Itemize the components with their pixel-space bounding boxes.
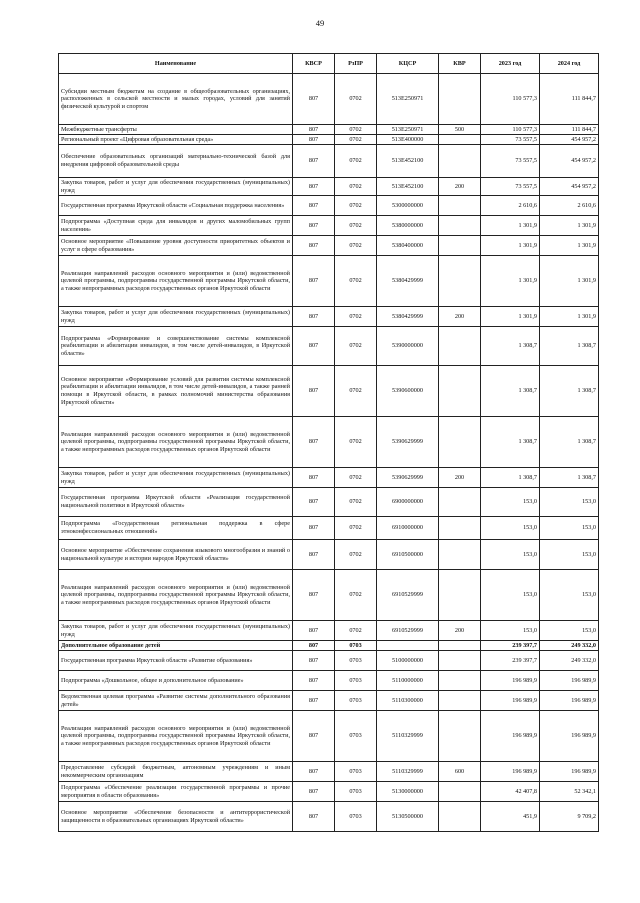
cell-kcsr: 5130500000 <box>377 802 439 832</box>
cell-kvr: 200 <box>439 621 481 641</box>
cell-2024: 1 301,9 <box>540 216 599 236</box>
cell-kvr <box>439 641 481 651</box>
cell-name: Реализация направлений расходов основного мероприятия и (или) ведомственной целевой программы, подпрограммы государственной программы Иркутской области, а также непрограммных расходов государственных органов Иркутской области <box>59 711 293 762</box>
cell-rzpr: 0702 <box>335 621 377 641</box>
cell-rzpr: 0703 <box>335 762 377 782</box>
cell-rzpr: 0702 <box>335 468 377 488</box>
cell-kcsr: 5380429999 <box>377 256 439 307</box>
table-row <box>59 307 599 327</box>
cell-rzpr: 0702 <box>335 125 377 135</box>
cell-name: Основное мероприятие «Повышение уровня доступности приоритетных объектов и услуг в сфере образования» <box>59 236 293 256</box>
cell-2023: 196 989,9 <box>481 762 540 782</box>
table-row <box>59 671 599 691</box>
cell-2023: 1 301,9 <box>481 307 540 327</box>
cell-kvr <box>439 540 481 570</box>
cell-rzpr: 0702 <box>335 366 377 417</box>
cell-2023: 1 301,9 <box>481 236 540 256</box>
cell-rzpr: 0702 <box>335 488 377 517</box>
cell-rzpr: 0703 <box>335 641 377 651</box>
cell-kvsr: 807 <box>293 366 335 417</box>
cell-2024: 153,0 <box>540 540 599 570</box>
cell-kvsr: 807 <box>293 327 335 366</box>
cell-2024: 196 989,9 <box>540 762 599 782</box>
cell-name: Закупка товаров, работ и услуг для обеспечения государственных (муниципальных) нужд <box>59 468 293 488</box>
header-2024: 2024 год <box>540 54 599 74</box>
cell-name: Закупка товаров, работ и услуг для обеспечения государственных (муниципальных) нужд <box>59 178 293 196</box>
cell-kvr <box>439 570 481 621</box>
table-row <box>59 641 599 651</box>
cell-name: Закупка товаров, работ и услуг для обеспечения государственных (муниципальных) нужд <box>59 307 293 327</box>
cell-rzpr: 0702 <box>335 236 377 256</box>
cell-2023: 153,0 <box>481 570 540 621</box>
cell-kvr: 200 <box>439 307 481 327</box>
cell-kvr <box>439 256 481 307</box>
cell-name: Предоставление субсидий бюджетным, автономным учреждениям и иным некоммерческим организациям <box>59 762 293 782</box>
cell-rzpr: 0703 <box>335 691 377 711</box>
budget-table <box>58 53 599 832</box>
cell-kvsr: 807 <box>293 236 335 256</box>
table-row <box>59 762 599 782</box>
cell-name: Ведомственная целевая программа «Развитие системы дополнительного образования детей» <box>59 691 293 711</box>
cell-2023: 1 301,9 <box>481 256 540 307</box>
cell-kcsr: 513E400000 <box>377 135 439 145</box>
cell-2024: 1 301,9 <box>540 236 599 256</box>
cell-2024: 2 610,6 <box>540 196 599 216</box>
cell-2023: 73 557,5 <box>481 145 540 178</box>
cell-2024: 1 301,9 <box>540 256 599 307</box>
cell-2023: 196 989,9 <box>481 691 540 711</box>
cell-name: Подпрограмма «Доступная среда для инвалидов и других маломобильных групп населения» <box>59 216 293 236</box>
cell-kvsr: 807 <box>293 417 335 468</box>
cell-kcsr: 6910529999 <box>377 621 439 641</box>
cell-2023: 153,0 <box>481 540 540 570</box>
cell-kcsr: 5300000000 <box>377 196 439 216</box>
cell-kvsr: 807 <box>293 468 335 488</box>
table-row <box>59 196 599 216</box>
cell-2023: 42 407,8 <box>481 782 540 802</box>
cell-rzpr: 0702 <box>335 417 377 468</box>
page-number: 49 <box>315 18 325 28</box>
cell-2023: 239 397,7 <box>481 651 540 671</box>
cell-rzpr: 0702 <box>335 196 377 216</box>
cell-kcsr: 5110329999 <box>377 762 439 782</box>
cell-kvr <box>439 651 481 671</box>
cell-kvsr: 807 <box>293 256 335 307</box>
cell-kvsr: 807 <box>293 74 335 125</box>
header-2023: 2023 год <box>481 54 540 74</box>
cell-name: Подпрограмма «Государственная региональная поддержка в сфере этноконфессиональных отношений» <box>59 517 293 540</box>
cell-rzpr: 0702 <box>335 307 377 327</box>
cell-kvsr: 807 <box>293 762 335 782</box>
cell-2024: 153,0 <box>540 488 599 517</box>
table-row <box>59 178 599 196</box>
cell-kvr <box>439 517 481 540</box>
cell-rzpr: 0703 <box>335 651 377 671</box>
cell-rzpr: 0702 <box>335 327 377 366</box>
cell-kcsr: 513E250971 <box>377 74 439 125</box>
cell-kvsr: 807 <box>293 517 335 540</box>
cell-kvr <box>439 366 481 417</box>
cell-kcsr: 5390000000 <box>377 327 439 366</box>
cell-rzpr: 0702 <box>335 570 377 621</box>
cell-name: Основное мероприятие «Обеспечение безопасности и антитеррористической защищенности в образовательных организациях Иркутской области» <box>59 802 293 832</box>
cell-name: Государственная программа Иркутской области «Реализация государственной национальной политики в Иркутской области» <box>59 488 293 517</box>
header-kvr: КВР <box>439 54 481 74</box>
table-row <box>59 540 599 570</box>
cell-2023: 110 577,3 <box>481 125 540 135</box>
cell-kvr <box>439 236 481 256</box>
cell-kvr <box>439 74 481 125</box>
cell-name: Реализация направлений расходов основного мероприятия и (или) ведомственной целевой программы, подпрограммы государственной программы Иркутской области, а также непрограммных расходов государственных органов Иркутской области <box>59 417 293 468</box>
table-row <box>59 468 599 488</box>
cell-2023: 153,0 <box>481 517 540 540</box>
cell-kvsr: 807 <box>293 802 335 832</box>
cell-kvr <box>439 691 481 711</box>
cell-2024: 153,0 <box>540 621 599 641</box>
table-row <box>59 802 599 832</box>
cell-kcsr: 6910000000 <box>377 517 439 540</box>
cell-kvr <box>439 145 481 178</box>
cell-rzpr: 0702 <box>335 216 377 236</box>
cell-name: Субсидии местным бюджетам на создание в общеобразовательных организациях, расположенных в сельской местности и малых городах, условий для занятий физической культурой и спортом <box>59 74 293 125</box>
cell-2023: 2 610,6 <box>481 196 540 216</box>
cell-2023: 73 557,5 <box>481 178 540 196</box>
table-row <box>59 256 599 307</box>
cell-name: Обеспечение образовательных организаций материально-технической базой для внедрения цифровой образовательной среды <box>59 145 293 178</box>
cell-kvsr: 807 <box>293 178 335 196</box>
cell-kvr <box>439 216 481 236</box>
cell-kvsr: 807 <box>293 782 335 802</box>
cell-2023: 110 577,3 <box>481 74 540 125</box>
cell-2024: 111 844,7 <box>540 74 599 125</box>
table-row <box>59 145 599 178</box>
cell-name: Региональный проект «Цифровая образовательная среда» <box>59 135 293 145</box>
table-row <box>59 417 599 468</box>
cell-2024: 454 957,2 <box>540 178 599 196</box>
cell-kvsr: 807 <box>293 691 335 711</box>
cell-kvr <box>439 802 481 832</box>
cell-2023: 1 301,9 <box>481 216 540 236</box>
cell-name: Подпрограмма «Дошкольное, общее и дополнительное образование» <box>59 671 293 691</box>
cell-2024: 1 308,7 <box>540 468 599 488</box>
cell-2024: 1 308,7 <box>540 366 599 417</box>
cell-2024: 9 709,2 <box>540 802 599 832</box>
cell-name: Основное мероприятие «Формирование условий для развития системы комплексной реабилитации и абилитации инвалидов, в том числе детей-инвалидов, а также ранней помощи в Иркутской области, в рамках полномочий министерства образования Иркутской области» <box>59 366 293 417</box>
cell-kcsr: 5380400000 <box>377 236 439 256</box>
cell-kcsr: 513E452100 <box>377 145 439 178</box>
table-row <box>59 517 599 540</box>
cell-kvsr: 807 <box>293 671 335 691</box>
cell-kvr <box>439 327 481 366</box>
table-row <box>59 327 599 366</box>
cell-kvr <box>439 488 481 517</box>
cell-kvsr: 807 <box>293 135 335 145</box>
cell-2024: 153,0 <box>540 517 599 540</box>
cell-rzpr: 0702 <box>335 256 377 307</box>
cell-2023: 73 557,5 <box>481 135 540 145</box>
cell-kcsr <box>377 641 439 651</box>
cell-kvsr: 807 <box>293 307 335 327</box>
cell-2023: 1 308,7 <box>481 468 540 488</box>
cell-2024: 1 308,7 <box>540 327 599 366</box>
table-row <box>59 74 599 125</box>
cell-2023: 239 397,7 <box>481 641 540 651</box>
header-kcsr: КЦСР <box>377 54 439 74</box>
cell-2024: 249 332,0 <box>540 651 599 671</box>
cell-2024: 111 844,7 <box>540 125 599 135</box>
cell-2023: 196 989,9 <box>481 671 540 691</box>
cell-rzpr: 0703 <box>335 782 377 802</box>
cell-2024: 1 301,9 <box>540 307 599 327</box>
cell-kvr: 600 <box>439 762 481 782</box>
cell-2024: 196 989,9 <box>540 711 599 762</box>
cell-2023: 451,9 <box>481 802 540 832</box>
cell-name: Государственная программа Иркутской области «Развитие образования» <box>59 651 293 671</box>
cell-kvsr: 807 <box>293 216 335 236</box>
table-row <box>59 488 599 517</box>
table-row <box>59 570 599 621</box>
cell-kcsr: 5110329999 <box>377 711 439 762</box>
cell-kvsr: 807 <box>293 621 335 641</box>
cell-kcsr: 5380429999 <box>377 307 439 327</box>
cell-rzpr: 0703 <box>335 711 377 762</box>
table-row <box>59 621 599 641</box>
cell-kcsr: 5390600000 <box>377 366 439 417</box>
cell-rzpr: 0702 <box>335 540 377 570</box>
cell-2024: 454 957,2 <box>540 145 599 178</box>
cell-kvsr: 807 <box>293 196 335 216</box>
cell-kvr: 200 <box>439 178 481 196</box>
cell-kcsr: 5100000000 <box>377 651 439 671</box>
cell-2024: 1 308,7 <box>540 417 599 468</box>
header-rzpr: РзПР <box>335 54 377 74</box>
cell-kvr <box>439 782 481 802</box>
cell-kcsr: 5380000000 <box>377 216 439 236</box>
cell-kvsr: 807 <box>293 570 335 621</box>
cell-2023: 1 308,7 <box>481 417 540 468</box>
cell-rzpr: 0702 <box>335 178 377 196</box>
cell-rzpr: 0702 <box>335 135 377 145</box>
cell-kvsr: 807 <box>293 540 335 570</box>
cell-kcsr: 5390629999 <box>377 417 439 468</box>
header-name: Наименование <box>59 54 293 74</box>
header-kvsr: КВСР <box>293 54 335 74</box>
table-row <box>59 711 599 762</box>
cell-rzpr: 0703 <box>335 802 377 832</box>
table-row <box>59 236 599 256</box>
cell-2023: 153,0 <box>481 488 540 517</box>
cell-rzpr: 0703 <box>335 671 377 691</box>
table-row <box>59 216 599 236</box>
cell-kcsr: 6910500000 <box>377 540 439 570</box>
cell-kvsr: 807 <box>293 145 335 178</box>
table-header-row <box>59 54 599 74</box>
cell-kvr <box>439 671 481 691</box>
cell-name: Межбюджетные трансферты <box>59 125 293 135</box>
cell-kcsr: 6900000000 <box>377 488 439 517</box>
cell-kcsr: 513E250971 <box>377 125 439 135</box>
cell-name: Подпрограмма «Формирование и совершенствование системы комплексной реабилитации и абилитации инвалидов, в том числе детей-инвалидов, в Иркутской области» <box>59 327 293 366</box>
table-row <box>59 125 599 135</box>
cell-rzpr: 0702 <box>335 145 377 178</box>
cell-rzpr: 0702 <box>335 517 377 540</box>
cell-name: Дополнительное образование детей <box>59 641 293 651</box>
cell-2023: 153,0 <box>481 621 540 641</box>
cell-name: Закупка товаров, работ и услуг для обеспечения государственных (муниципальных) нужд <box>59 621 293 641</box>
table-row <box>59 135 599 145</box>
cell-2023: 1 308,7 <box>481 327 540 366</box>
cell-kvr <box>439 135 481 145</box>
cell-kvr <box>439 417 481 468</box>
cell-2024: 196 989,9 <box>540 691 599 711</box>
cell-kvsr: 807 <box>293 711 335 762</box>
cell-name: Реализация направлений расходов основного мероприятия и (или) ведомственной целевой программы, подпрограммы государственной программы Иркутской области, а также непрограммных расходов государственных органов Иркутской области <box>59 570 293 621</box>
table-row <box>59 366 599 417</box>
cell-kvr: 200 <box>439 468 481 488</box>
cell-name: Реализация направлений расходов основного мероприятия и (или) ведомственной целевой программы, подпрограммы государственной программы Иркутской области, а также непрограммных расходов государственных органов Иркутской области <box>59 256 293 307</box>
cell-2024: 454 957,2 <box>540 135 599 145</box>
cell-kcsr: 513E452100 <box>377 178 439 196</box>
cell-name: Подпрограмма «Обеспечение реализации государственной программы и прочие мероприятия в области образования» <box>59 782 293 802</box>
cell-2024: 52 342,1 <box>540 782 599 802</box>
cell-kvsr: 807 <box>293 641 335 651</box>
cell-kvsr: 807 <box>293 125 335 135</box>
table-row <box>59 782 599 802</box>
cell-kvsr: 807 <box>293 651 335 671</box>
cell-name: Основное мероприятие «Обеспечение сохранения языкового многообразия и знаний о национальной культуре и истории народов Иркутской области» <box>59 540 293 570</box>
cell-kvr <box>439 711 481 762</box>
cell-rzpr: 0702 <box>335 74 377 125</box>
cell-kcsr: 6910529999 <box>377 570 439 621</box>
table-row <box>59 691 599 711</box>
cell-kvsr: 807 <box>293 488 335 517</box>
cell-2024: 249 332,0 <box>540 641 599 651</box>
cell-kcsr: 5110000000 <box>377 671 439 691</box>
cell-2024: 196 989,9 <box>540 671 599 691</box>
cell-kcsr: 5130000000 <box>377 782 439 802</box>
cell-kcsr: 5110300000 <box>377 691 439 711</box>
cell-kcsr: 5390629999 <box>377 468 439 488</box>
cell-kvr <box>439 196 481 216</box>
cell-2024: 153,0 <box>540 570 599 621</box>
cell-2023: 1 308,7 <box>481 366 540 417</box>
cell-2023: 196 989,9 <box>481 711 540 762</box>
table-row <box>59 651 599 671</box>
cell-kvr: 500 <box>439 125 481 135</box>
cell-name: Государственная программа Иркутской области «Социальная поддержка населения» <box>59 196 293 216</box>
